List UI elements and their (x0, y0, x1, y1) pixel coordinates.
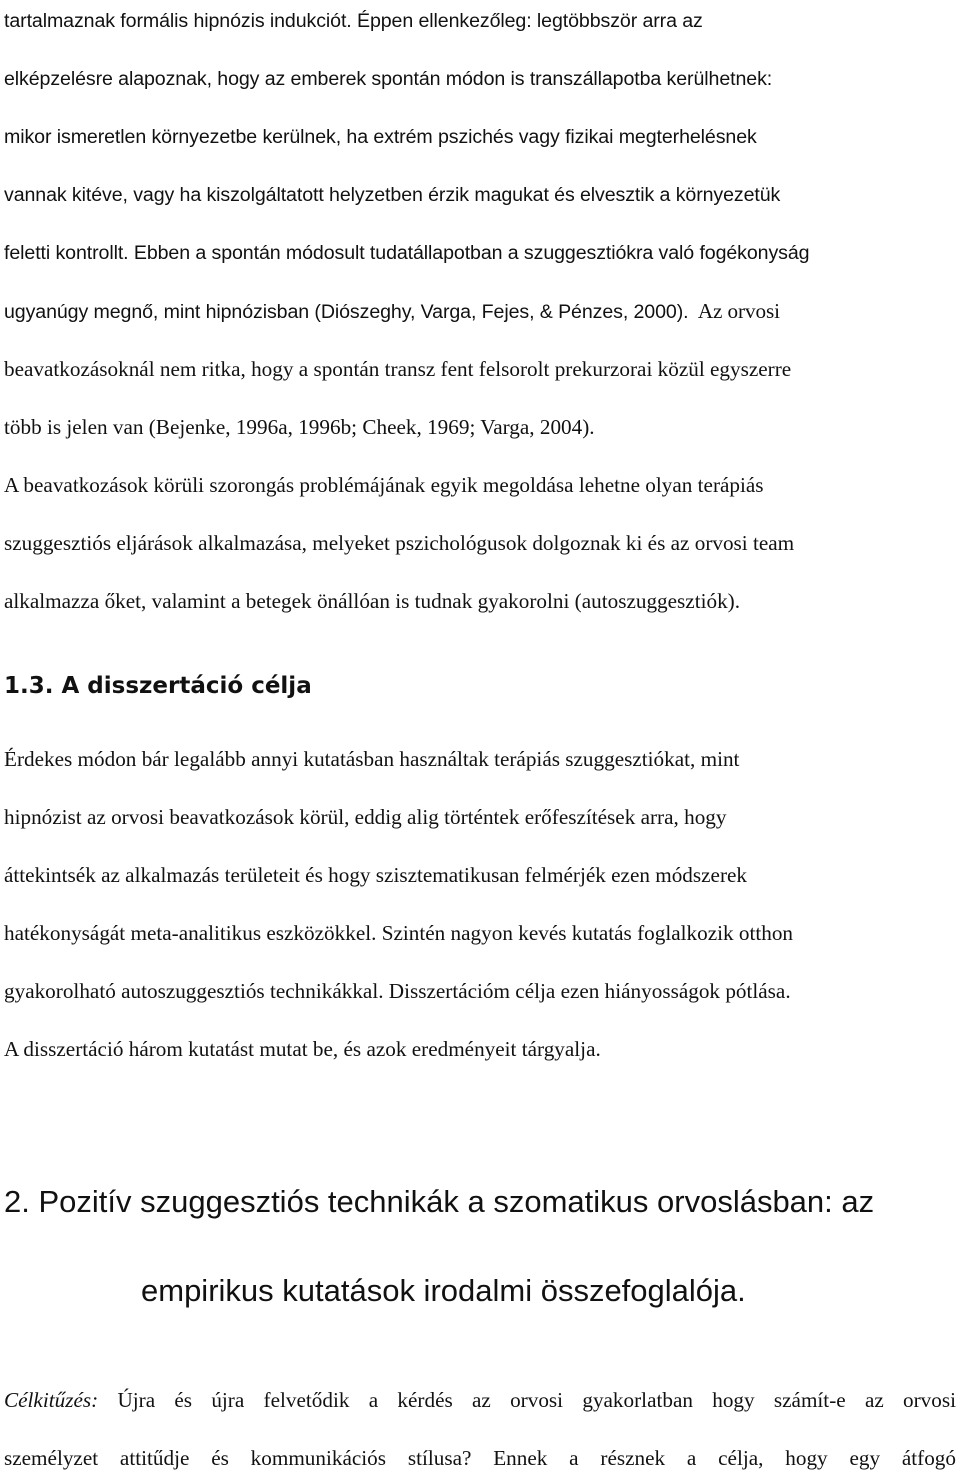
text-span: Újra és újra felvetődik a kérdés az orvosi gyakorlatban hogy számít-e az orvosi (117, 1388, 957, 1412)
text-line: tartalmaznak formális hipnózis indukciót. Éppen ellenkezőleg: legtöbbször arra az (4, 10, 703, 32)
chapter-title-continued: empirikus kutatások irodalmi összefoglalója. (141, 1273, 746, 1308)
text-line: alkalmazza őket, valamint a betegek önállóan is tudnak gyakorolni (autoszuggesztiók). (4, 589, 741, 613)
text-span: Az orvosi (697, 299, 780, 323)
text-line: elképzelésre alapoznak, hogy az emberek spontán módon is transzállapotba kerülhetnek: (4, 68, 773, 90)
goal-line (4, 1387, 956, 1413)
text-line (4, 298, 780, 325)
text-line: szuggesztiós eljárások alkalmazása, melyeket pszichológusok dolgoznak ki és az orvosi team (4, 531, 795, 555)
text-line: gyakorolható autoszuggesztiós technikákkal. Disszertációm célja ezen hiányosságok pótlása. (4, 979, 791, 1003)
text-line: feletti kontrollt. Ebben a spontán módosult tudatállapotban a szuggesztiókra való fogékonyság (4, 242, 810, 264)
text-line: mikor ismeretlen környezetbe kerülnek, ha extrém pszichés vagy fizikai megterhelésnek (4, 126, 757, 148)
text-line: A beavatkozások körüli szorongás problémájának egyik megoldása lehetne olyan terápiás (4, 473, 764, 497)
text-line: Érdekes módon bár legalább annyi kutatásban használtak terápiás szuggesztiókat, mint (4, 747, 740, 771)
text-line: vannak kitéve, vagy ha kiszolgáltatott helyzetben érzik magukat és elvesztik a környezetük (4, 184, 781, 206)
section-heading: 1.3. A disszertáció célja (4, 673, 312, 699)
goal-label: Célkitűzés: (4, 1388, 99, 1412)
text-span: ugyanúgy megnő, mint hipnózisban (Diószeghy, Varga, Fejes, & Pénzes, 2000). (4, 301, 689, 323)
text-line: hipnózist az orvosi beavatkozások körül, eddig alig történtek erőfeszítések arra, hogy (4, 805, 727, 829)
text-line: több is jelen van (Bejenke, 1996a, 1996b; Cheek, 1969; Varga, 2004). (4, 415, 595, 439)
chapter-title: 2. Pozitív szuggesztiós technikák a szomatikus orvoslásban: az (4, 1184, 875, 1219)
text-line: áttekintsék az alkalmazás területeit és hogy szisztematikusan felmérjék ezen módszerek (4, 863, 748, 887)
text-line: hatékonyságát meta-analitikus eszközökkel. Szintén nagyon kevés kutatás foglalkozik otthon (4, 921, 794, 945)
text-line: A disszertáció három kutatást mutat be, és azok eredményeit tárgyalja. (4, 1037, 601, 1061)
text-line: beavatkozásoknál nem ritka, hogy a spontán transz fent felsorolt prekurzorai közül egyszerre (4, 357, 792, 381)
text-line: személyzet attitűdje és kommunikációs stílusa? Ennek a résznek a célja, hogy egy átfogó (4, 1446, 956, 1470)
